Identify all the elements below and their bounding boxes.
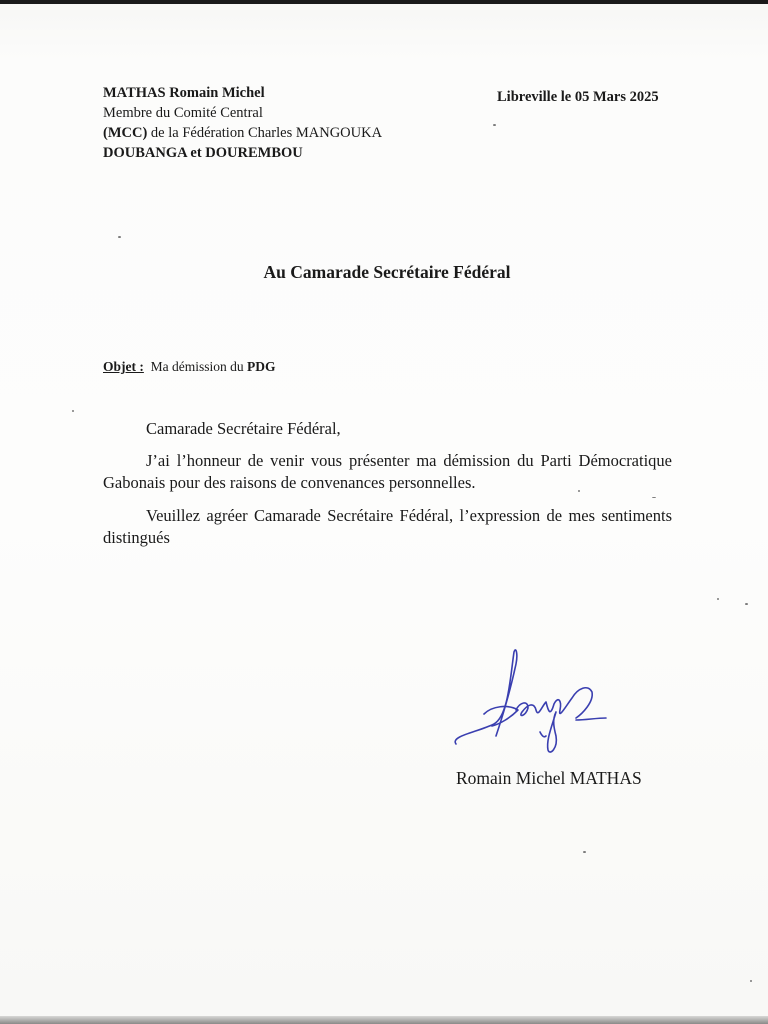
body-paragraph-2: Veuillez agréer Camarade Secrétaire Fédéral, l’expression de mes sentiments distingués bbox=[103, 506, 672, 547]
scan-speck bbox=[745, 603, 748, 605]
letter-body bbox=[103, 418, 672, 560]
sender-block bbox=[103, 83, 382, 163]
scan-speck bbox=[583, 851, 586, 853]
sender-name: MATHAS Romain Michel bbox=[103, 85, 265, 101]
scan-speck bbox=[717, 598, 719, 600]
sender-role: Membre du Comité Central bbox=[103, 105, 263, 121]
scan-speck bbox=[652, 497, 656, 498]
scan-speck bbox=[493, 124, 496, 126]
sender-federation-text: de la Fédération Charles MANGOUKA bbox=[147, 125, 383, 141]
sender-mcc: (MCC) bbox=[103, 125, 148, 141]
subject-line bbox=[103, 359, 276, 375]
scan-top-edge bbox=[0, 0, 768, 4]
scan-speck bbox=[578, 490, 580, 492]
sender-federation bbox=[103, 123, 382, 143]
salutation: Camarade Secrétaire Fédéral, bbox=[146, 419, 341, 438]
letter-date: Libreville le 05 Mars 2025 bbox=[497, 89, 659, 105]
body-paragraph-1: J’ai l’honneur de venir vous présenter ma démission du Parti Démocratique Gabonais pour des raisons de convenances personnelles. bbox=[103, 451, 672, 492]
subject-label: Objet : bbox=[103, 359, 144, 374]
subject-text-bold: PDG bbox=[247, 359, 276, 374]
subject-text: Ma démission du bbox=[150, 359, 247, 374]
recipient-heading: Au Camarade Secrétaire Fédéral bbox=[263, 262, 511, 282]
scan-speck bbox=[118, 236, 121, 238]
handwritten-signature bbox=[448, 640, 618, 760]
scan-speck bbox=[750, 980, 752, 982]
signatory-name: Romain Michel MATHAS bbox=[456, 768, 642, 788]
scan-bottom-edge bbox=[0, 1016, 768, 1024]
scan-speck bbox=[72, 410, 74, 412]
sender-locality: DOUBANGA et DOUREMBOU bbox=[103, 145, 303, 161]
